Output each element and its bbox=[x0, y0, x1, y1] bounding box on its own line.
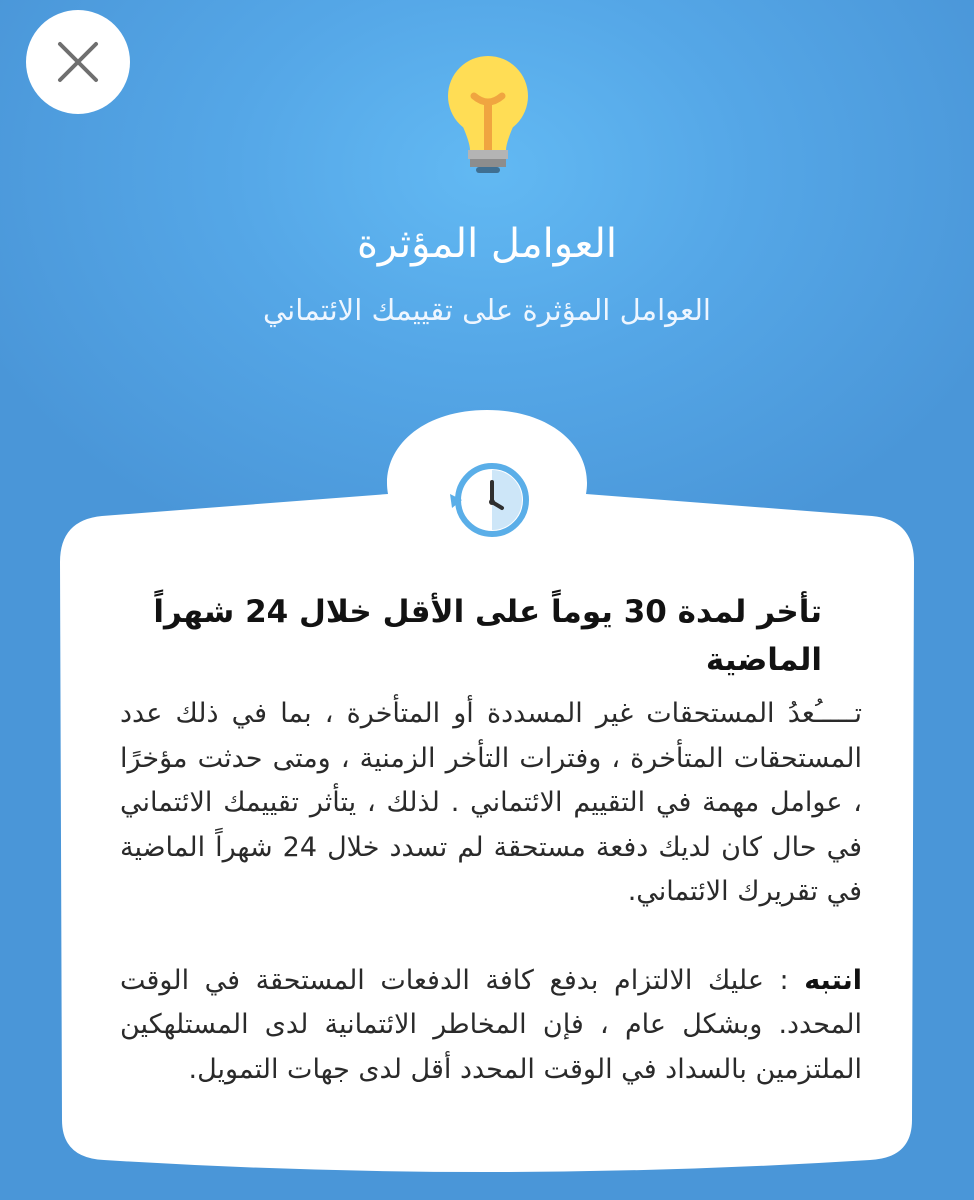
note-text: : عليك الالتزام بدفع كافة الدفعات المستحقة في الوقت المحدد. وبشكل عام ، فإن المخاطر الائتمانية لدى المستلهكين الملتزمين بالسداد في الوقت المحدد أقل لدى جهات التمويل. bbox=[120, 964, 862, 1085]
page-subtitle: العوامل المؤثرة على تقييمك الائتماني bbox=[263, 293, 711, 327]
card-note bbox=[120, 959, 862, 1093]
page-title: العوامل المؤثرة bbox=[356, 221, 618, 267]
card-body bbox=[120, 692, 862, 1092]
clock-history-icon bbox=[446, 460, 530, 544]
note-label: انتبه bbox=[804, 964, 862, 996]
card-body-text: تـــــُعدُ المستحقات غير المسددة أو المتأخرة ، بما في ذلك عدد المستحقات المتأخرة ، وفترات التأخر الزمنية ، ومتى حدثت مؤخرًا ، عوامل مهمة في التقييم الائتماني . لذلك ، يتأثر تقييمك الائتماني في حال كان لديك دفعة مستحقة لم تسدد خلال 24 شهراً الماضية في تقريرك الائتماني. bbox=[120, 698, 863, 907]
card-heading: تأخر لمدة 30 يوماً على الأقل خلال 24 شهراً الماضية bbox=[153, 594, 822, 678]
